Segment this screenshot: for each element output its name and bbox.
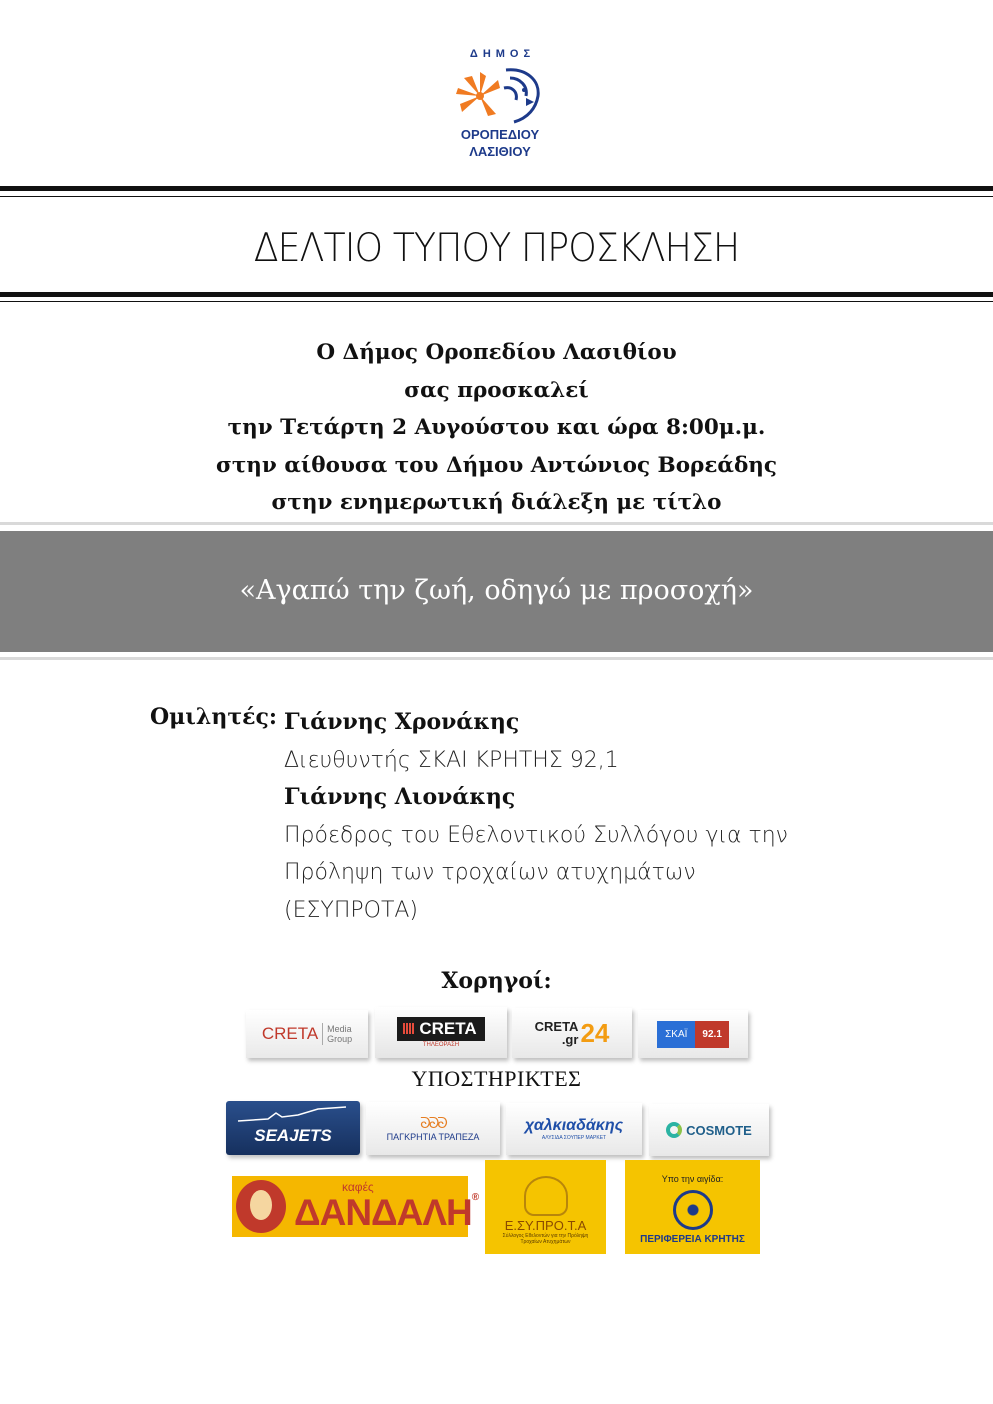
- logo-subtext: ΑΛΥΣΙΔΑ ΣΟΥΠΕΡ ΜΑΡΚΕΤ: [541, 1135, 607, 1141]
- bottom-thin-rule: [0, 301, 993, 302]
- logo-text: ΠΑΓΚΡΗΤΙΑ ΤΡΑΠΕΖΑ: [386, 1132, 480, 1142]
- dandali-coffee-logo: [232, 1176, 479, 1237]
- speaker-role: Πρόεδρος του Εθελοντικού Συλλόγου για την: [284, 822, 788, 848]
- invitation-line: σας προσκαλεί: [404, 377, 589, 403]
- logo-text: ΠΕΡΙΦΕΡΕΙΑ ΚΡΗΤΗΣ: [640, 1233, 745, 1245]
- people-icon: [524, 1176, 568, 1216]
- speaker-role: Πρόληψη των τροχαίων ατυχημάτων: [284, 860, 696, 885]
- cosmote-ring-icon: [666, 1122, 682, 1138]
- logo-top-text: ΔΗΜΟΣ: [469, 48, 536, 60]
- registered-mark: ®: [471, 1192, 479, 1203]
- seajets-logo: [226, 1101, 360, 1155]
- logo-bottom-text-1: ΟΡΟΠΕΔΙΟΥ: [460, 127, 540, 142]
- logo-text: COSMOTE: [686, 1122, 752, 1138]
- invitation-line: στην αίθουσα του Δήμου Αντώνιος Βορεάδης: [215, 452, 778, 478]
- speaker-name: Γιάννης Χρονάκης: [284, 709, 520, 735]
- speaker-name: Γιάννης Λιονάκης: [284, 784, 516, 810]
- logo-bottom-text-2: ΛΑΣΙΘΙΟΥ: [469, 144, 531, 159]
- municipality-logo: [440, 48, 560, 168]
- municipality-emblem-icon: [454, 64, 546, 126]
- bottom-thick-rule: [0, 292, 993, 297]
- logo-text: [294, 1192, 478, 1234]
- logo-number: 24: [580, 1017, 610, 1048]
- logo-text: SEAJETS: [254, 1126, 332, 1145]
- top-thick-rule: [0, 186, 993, 191]
- logo-subtext-2: Group: [327, 1034, 353, 1044]
- creta24-logo: [512, 1008, 632, 1058]
- sponsors-label: Χορηγοί:: [441, 968, 552, 994]
- spiral-icon: ᘐᘐᘐ: [420, 1115, 446, 1132]
- skai-logo: [638, 1010, 748, 1058]
- logo-divider: [322, 1023, 323, 1045]
- logo-text: CRETA: [397, 1017, 484, 1041]
- logo-subtext: ΤΗΛΕΟΡΑΣΗ: [422, 1042, 460, 1048]
- logo-text: ΣΚΑΪ: [657, 1021, 695, 1048]
- speakers-label: Ομιλητές:: [150, 704, 278, 730]
- cosmote-logo: [649, 1104, 769, 1156]
- speaker-role: Διευθυντής ΣΚΑΙ ΚΡΗΤΗΣ 92,1: [284, 747, 619, 773]
- logo-subtext-1: Media: [327, 1024, 352, 1034]
- speaker-role: (ΕΣΥΠΡΟΤΑ): [284, 897, 419, 923]
- invitation-line: την Τετάρτη 2 Αυγούστου και ώρα 8:00μ.μ.: [227, 415, 766, 440]
- logo-name: ΔΑΝΔΑΛΗ: [294, 1192, 472, 1233]
- invitation-text: [0, 334, 993, 522]
- portrait-icon: [236, 1180, 286, 1233]
- speakers-list: [284, 704, 788, 929]
- logo-text-1: CRETA: [534, 1019, 579, 1034]
- banner-top-rule: [0, 522, 993, 525]
- logo-text: CRETA: [261, 1024, 319, 1043]
- logo-subtext: [327, 1024, 352, 1044]
- pancretan-bank-logo: [366, 1102, 500, 1155]
- esyprota-logo: [485, 1160, 606, 1254]
- banner-bottom-rule: [0, 657, 993, 660]
- wave-icon: [238, 1107, 348, 1123]
- top-thin-rule: [0, 196, 993, 197]
- logo-text-2: .gr: [561, 1032, 579, 1047]
- patronage-text: Υπο την αιγίδα:: [661, 1173, 724, 1184]
- chalkiadakis-logo: [506, 1103, 642, 1155]
- logo-frequency: 92.1: [695, 1021, 728, 1048]
- page-title: ΔΕΛΤΙΟ ΤΥΠΟΥ ΠΡΟΣΚΛΗΣΗ: [253, 226, 740, 271]
- region-of-crete-logo: [625, 1160, 760, 1254]
- lecture-title: «Αγαπώ την ζωή, οδηγώ με προσοχή»: [239, 575, 754, 606]
- invitation-line: στην ενημερωτική διάλεξη με τίτλο: [271, 490, 722, 515]
- supporters-label: ΥΠΟΣΤΗΡΙΚΤΕΣ: [411, 1066, 582, 1091]
- invitation-line: Ο Δήμος Οροπεδίου Λασιθίου: [316, 340, 677, 365]
- logo-text: [535, 1020, 579, 1046]
- logo-text: χαλκιαδάκης: [524, 1117, 624, 1134]
- logo-subtext: καφές: [342, 1180, 374, 1194]
- seal-icon: [673, 1190, 713, 1230]
- logo-subtext: Σύλλογος Εθελοντών για την Πρόληψη Τροχαίων Ατυχημάτων: [502, 1232, 589, 1245]
- logo-text: Ε.ΣΥ.ΠΡΟ.Τ.Α: [504, 1217, 587, 1233]
- creta-media-group-logo: [246, 1010, 368, 1058]
- creta-tv-logo: [375, 1007, 507, 1058]
